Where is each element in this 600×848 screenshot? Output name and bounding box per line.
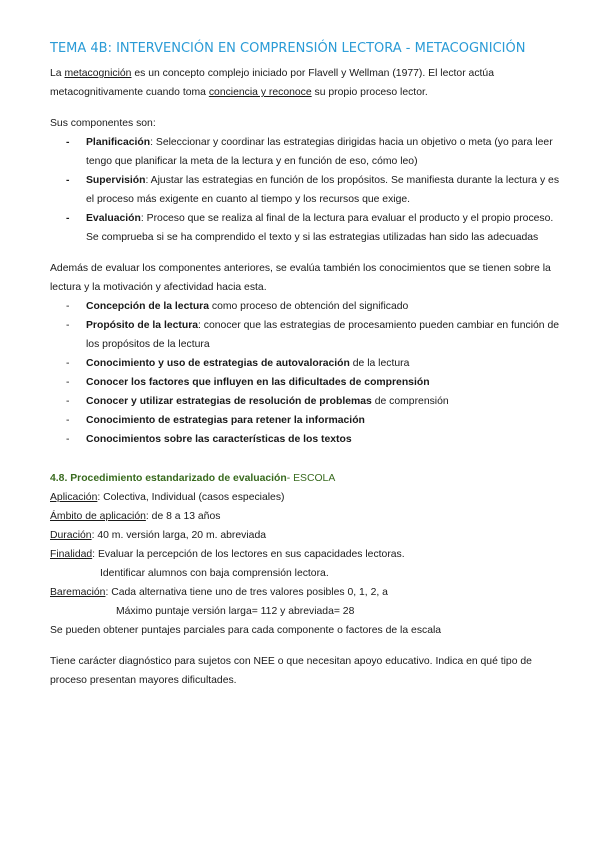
baremacion-line: Baremación: Cada alternativa tiene uno de tres valores posibles 0, 1, 2, a xyxy=(50,587,388,598)
list-item: - Conocimiento y uso de estrategias de autovaloración de la lectura xyxy=(66,358,410,369)
knowledge-list xyxy=(50,297,560,449)
list-item: - Concepción de la lectura como proceso de obtención del significado xyxy=(66,301,409,312)
components-heading: Sus componentes son: xyxy=(50,118,156,129)
list-item: - Evaluación: Proceso que se realiza al final de la lectura para evaluar el producto y el propio proceso. Se comprueba si se ha comprendido el texto y si las estrategias utilizadas han sido las adecuadas xyxy=(66,213,554,243)
ambito-line: Ámbito de aplicación: de 8 a 13 años xyxy=(50,511,221,522)
duracion-line: Duración: 40 m. versión larga, 20 m. abreviada xyxy=(50,530,267,541)
aplicacion-line: Aplicación: Colectiva, Individual (casos especiales) xyxy=(50,492,285,503)
intro-underline-2: conciencia y reconoce xyxy=(208,87,312,98)
list-item: - Conocimientos sobre las características de los textos xyxy=(66,434,352,445)
list-item: - Propósito de la lectura: conocer que las estrategias de procesamiento pueden cambiar en función de los propósitos de la lectura xyxy=(66,320,560,350)
intro-text-2: es un concepto complejo iniciado por Flavell y Wellman (1977). El lector actúa metacognitivamente cuando toma xyxy=(50,68,494,98)
intro-paragraph xyxy=(50,64,560,102)
list-item: - Planificación: Seleccionar y coordinar las estrategias dirigidas hacia un objetivo o meta (yo para leer tengo que planificar la meta de la lectura y en función de eso, cómo leo) xyxy=(66,137,553,167)
finalidad-line: Finalidad: Evaluar la percepción de los lectores en sus capacidades lectoras. xyxy=(50,549,405,560)
list-item: - Conocer y utilizar estrategias de resolución de problemas de comprensión xyxy=(66,396,449,407)
components-list xyxy=(50,133,560,247)
baremacion-line-2: Máximo puntaje versión larga= 112 y abreviada= 28 xyxy=(116,606,355,617)
list-item: - Conocimiento de estrategias para retener la información xyxy=(66,415,365,426)
list-item: - Conocer los factores que influyen en las dificultades de comprensión xyxy=(66,377,430,388)
section-heading: 4.8. Procedimiento estandarizado de evaluación- ESCOLA xyxy=(50,473,336,484)
document-page xyxy=(50,40,560,690)
page-title: TEMA 4B: INTERVENCIÓN EN COMPRENSIÓN LECTORA - METACOGNICIÓN xyxy=(50,41,526,56)
intro-text-1: La xyxy=(50,68,65,79)
also-paragraph: Además de evaluar los componentes anteriores, se evalúa también los conocimientos que se tienen sobre la lectura y la motivación y afectividad hacia esta. xyxy=(50,263,551,293)
intro-text-3: su propio proceso lector. xyxy=(311,87,428,98)
list-item: - Supervisión: Ajustar las estrategias en función de los propósitos. Se manifiesta durante la lectura y es el proceso más exigente en cuanto al tiempo y los recursos que exige. xyxy=(66,175,560,205)
closing-paragraph: Tiene carácter diagnóstico para sujetos con NEE o que necesitan apoyo educativo. Indica en qué tipo de proceso presentan mayores dificultades. xyxy=(50,656,532,686)
finalidad-line-2: Identificar alumnos con baja comprensión lectora. xyxy=(100,568,329,579)
parciales-line: Se pueden obtener puntajes parciales para cada componente o factores de la escala xyxy=(50,625,442,636)
intro-underline-1: metacognición xyxy=(64,68,132,79)
